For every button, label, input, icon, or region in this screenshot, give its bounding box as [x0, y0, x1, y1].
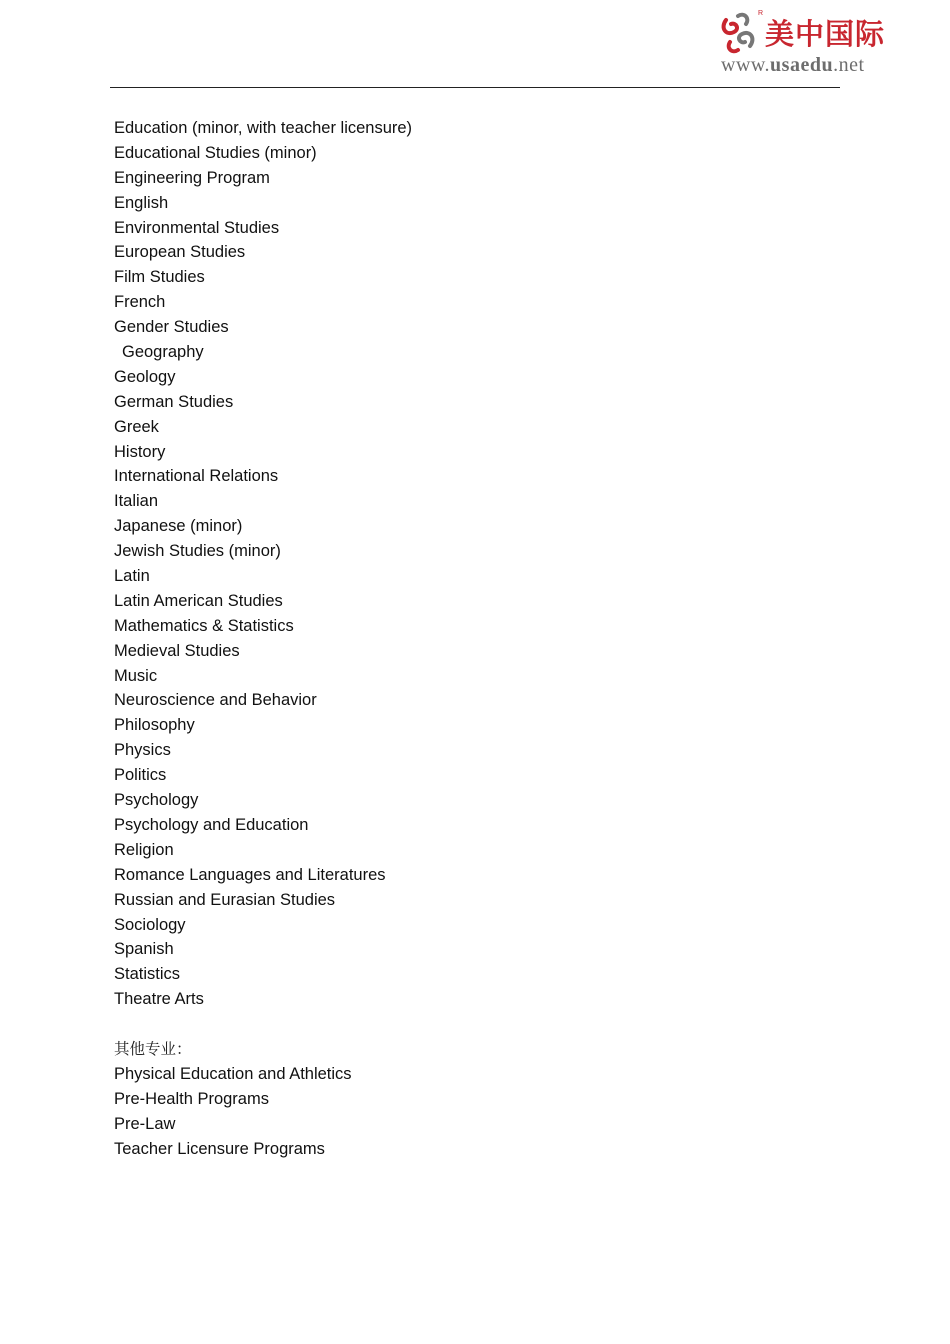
- logo-url: [721, 54, 865, 77]
- major-item: Latin American Studies: [114, 591, 283, 610]
- logo-mark-icon: [720, 10, 756, 56]
- header-divider: [110, 87, 840, 88]
- major-item: Education (minor, with teacher licensure): [114, 119, 413, 137]
- logo-url-prefix: www.: [721, 54, 771, 76]
- major-item: Educational Studies (minor): [114, 143, 317, 162]
- major-item: Jewish Studies (minor): [114, 542, 281, 561]
- major-item: Film Studies: [114, 268, 205, 287]
- other-major-item: Teacher Licensure Programs: [114, 1139, 325, 1158]
- logo-chinese-name: 美中国际: [765, 17, 886, 51]
- major-item: Romance Languages and Literatures: [114, 865, 386, 884]
- other-major-item: Physical Education and Athletics: [114, 1065, 352, 1083]
- major-item: Philosophy: [114, 716, 195, 735]
- major-item: Engineering Program: [114, 168, 270, 187]
- major-item: Physics: [114, 741, 171, 760]
- other-majors-list: [114, 1062, 352, 1162]
- major-item: Mathematics & Statistics: [114, 616, 294, 635]
- major-item: English: [114, 193, 169, 212]
- other-majors-heading: 其他专业：: [114, 1040, 192, 1058]
- major-item: Latin: [114, 567, 150, 586]
- major-item: Music: [114, 666, 158, 685]
- major-item: Theatre Arts: [114, 990, 204, 1009]
- major-item: European Studies: [114, 243, 246, 262]
- major-item: Italian: [114, 492, 159, 511]
- major-item: Statistics: [114, 965, 181, 984]
- major-item: Psychology: [114, 791, 199, 810]
- major-item: Geology: [114, 367, 176, 386]
- major-item: Japanese (minor): [114, 517, 243, 536]
- logo-url-suffix: .net: [833, 54, 865, 76]
- major-item: Gender Studies: [114, 318, 229, 337]
- major-item: German Studies: [114, 392, 234, 411]
- majors-list: [114, 116, 412, 1012]
- usaedu-logo: [720, 8, 900, 80]
- major-item: Religion: [114, 840, 174, 859]
- major-item: Medieval Studies: [114, 641, 240, 660]
- major-item: Politics: [114, 766, 167, 785]
- major-item: Environmental Studies: [114, 218, 280, 237]
- major-item: History: [114, 442, 166, 461]
- major-item: Psychology and Education: [114, 815, 309, 834]
- registered-mark: R: [758, 10, 764, 17]
- other-major-item: Pre-Health Programs: [114, 1089, 269, 1108]
- major-item: International Relations: [114, 467, 279, 486]
- major-item: Greek: [114, 417, 159, 436]
- major-item: Geography: [122, 343, 204, 362]
- major-item: Spanish: [114, 940, 174, 959]
- major-item: Sociology: [114, 915, 186, 934]
- major-item: French: [114, 293, 166, 312]
- major-item: Russian and Eurasian Studies: [114, 890, 336, 909]
- other-major-item: Pre-Law: [114, 1114, 176, 1133]
- major-item: Neuroscience and Behavior: [114, 691, 317, 710]
- logo-url-domain: usaedu: [770, 54, 834, 76]
